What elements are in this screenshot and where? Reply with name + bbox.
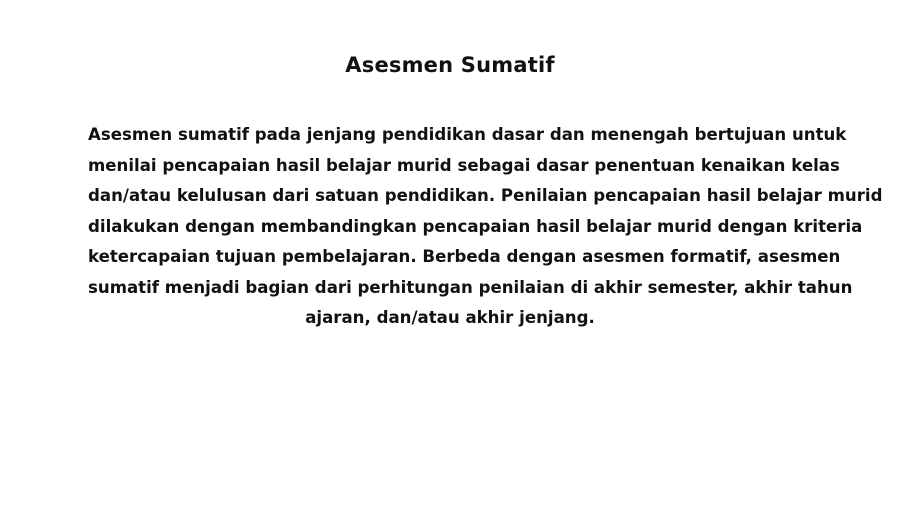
paragraph-line: dilakukan dengan membandingkan pencapaian hasil belajar murid dengan kriteria bbox=[88, 216, 863, 236]
slide-paragraph bbox=[88, 120, 883, 334]
paragraph-line: menilai pencapaian hasil belajar murid sebagai dasar penentuan kenaikan kelas bbox=[88, 155, 840, 175]
paragraph-line: Asesmen sumatif pada jenjang pendidikan dasar dan menengah bertujuan untuk bbox=[88, 125, 847, 144]
slide-title: Asesmen Sumatif bbox=[345, 53, 555, 77]
paragraph-line: sumatif menjadi bagian dari perhitungan penilaian di akhir semester, akhir tahun bbox=[88, 277, 853, 297]
paragraph-line: ketercapaian tujuan pembelajaran. Berbeda dengan asesmen formatif, asesmen bbox=[88, 247, 841, 266]
paragraph-line: ajaran, dan/atau akhir jenjang. bbox=[305, 308, 595, 327]
paragraph-line: dan/atau kelulusan dari satuan pendidikan. Penilaian pencapaian hasil belajar murid bbox=[88, 186, 883, 205]
